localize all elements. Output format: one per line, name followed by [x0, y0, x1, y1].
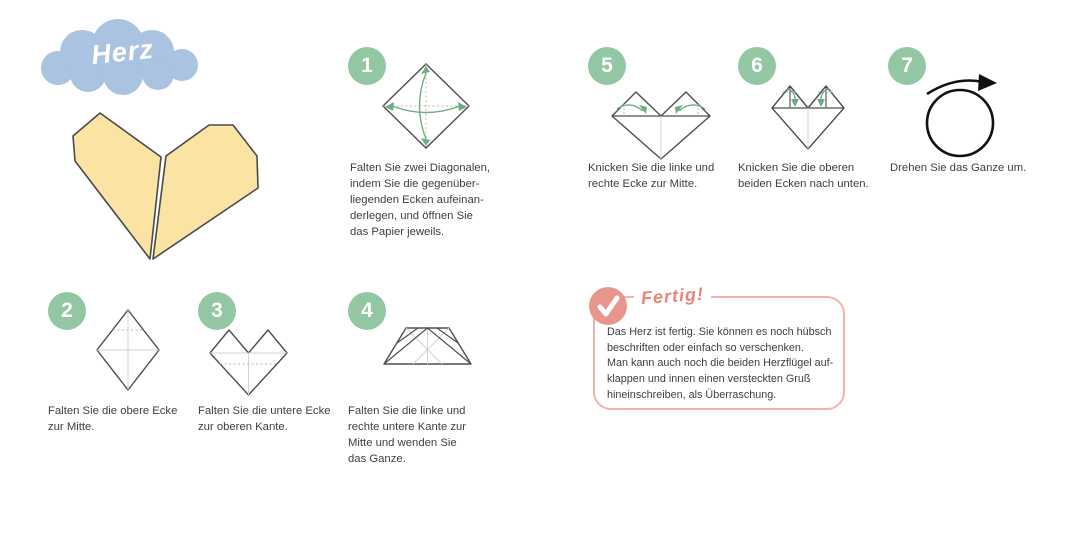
text-line: Falten Sie die obere Ecke — [48, 405, 178, 417]
text-line: Mitte und wenden Sie — [348, 437, 457, 450]
step-3-text — [198, 403, 331, 435]
step-2-number — [48, 292, 86, 330]
text-line: Drehen Sie das Ganze um. — [890, 162, 1027, 174]
text-line: das Papier jeweils. — [350, 226, 445, 239]
step-number-label: 2 — [61, 299, 73, 322]
step-5-diagram — [606, 84, 716, 162]
step-5-number — [588, 47, 626, 85]
checkmark-icon — [589, 287, 627, 325]
step-7-number — [888, 47, 926, 85]
text-line: rechte Ecke zur Mitte. — [588, 178, 698, 191]
step-number-label: 6 — [751, 54, 763, 77]
text-line: liegenden Ecken aufeinan- — [350, 194, 484, 207]
text-line: Falten Sie zwei Diagonalen, — [350, 162, 491, 174]
text-line: beiden Ecken nach unten. — [738, 178, 869, 191]
text-line: rechte untere Kante zur — [348, 421, 467, 434]
text-line: zur Mitte. — [48, 421, 95, 434]
step-2-text — [48, 403, 177, 435]
step-number-label: 3 — [211, 299, 223, 322]
text-line: hineinschreiben, als Überraschung. — [607, 388, 777, 401]
step-1-diagram — [376, 58, 476, 153]
text-line: Man kann auch noch die beiden Herzflügel auf- — [607, 357, 834, 370]
text-line: zur oberen Kante. — [198, 421, 288, 434]
done-label: Fertig! — [633, 283, 711, 309]
done-text — [607, 325, 833, 403]
step-6-text — [738, 160, 869, 192]
step-1-text — [350, 160, 490, 240]
step-6-diagram — [768, 78, 848, 152]
text-line: indem Sie die gegenüber- — [350, 178, 480, 191]
step-3-diagram — [206, 323, 291, 398]
step-4-diagram — [380, 318, 475, 368]
step-number-label: 7 — [901, 54, 913, 77]
text-line: derlegen, und öffnen Sie — [350, 210, 473, 223]
page-title: Herz — [89, 33, 156, 70]
step-number-label: 4 — [361, 299, 373, 322]
text-line: Falten Sie die untere Ecke — [198, 405, 331, 417]
text-line: klappen und innen einen versteckten Gruß — [607, 372, 811, 385]
step-5-text — [588, 160, 714, 192]
folded-heart-image — [52, 103, 264, 263]
text-line: Knicken Sie die oberen — [738, 162, 855, 174]
text-line: das Ganze. — [348, 453, 406, 466]
step-number-label: 1 — [361, 54, 373, 77]
step-2-diagram — [93, 306, 163, 394]
text-line: Knicken Sie die linke und — [588, 162, 715, 174]
turn-over-icon — [925, 70, 999, 160]
text-line: Das Herz ist fertig. Sie können es noch hübsch — [607, 326, 832, 338]
text-line: beschriften oder einfach so verschenken. — [607, 341, 804, 354]
step-number-label: 5 — [601, 54, 613, 77]
cloud-icon — [30, 12, 215, 97]
step-4-text — [348, 403, 466, 467]
step-7-text — [890, 160, 1026, 176]
text-line: Falten Sie die linke und — [348, 405, 466, 417]
